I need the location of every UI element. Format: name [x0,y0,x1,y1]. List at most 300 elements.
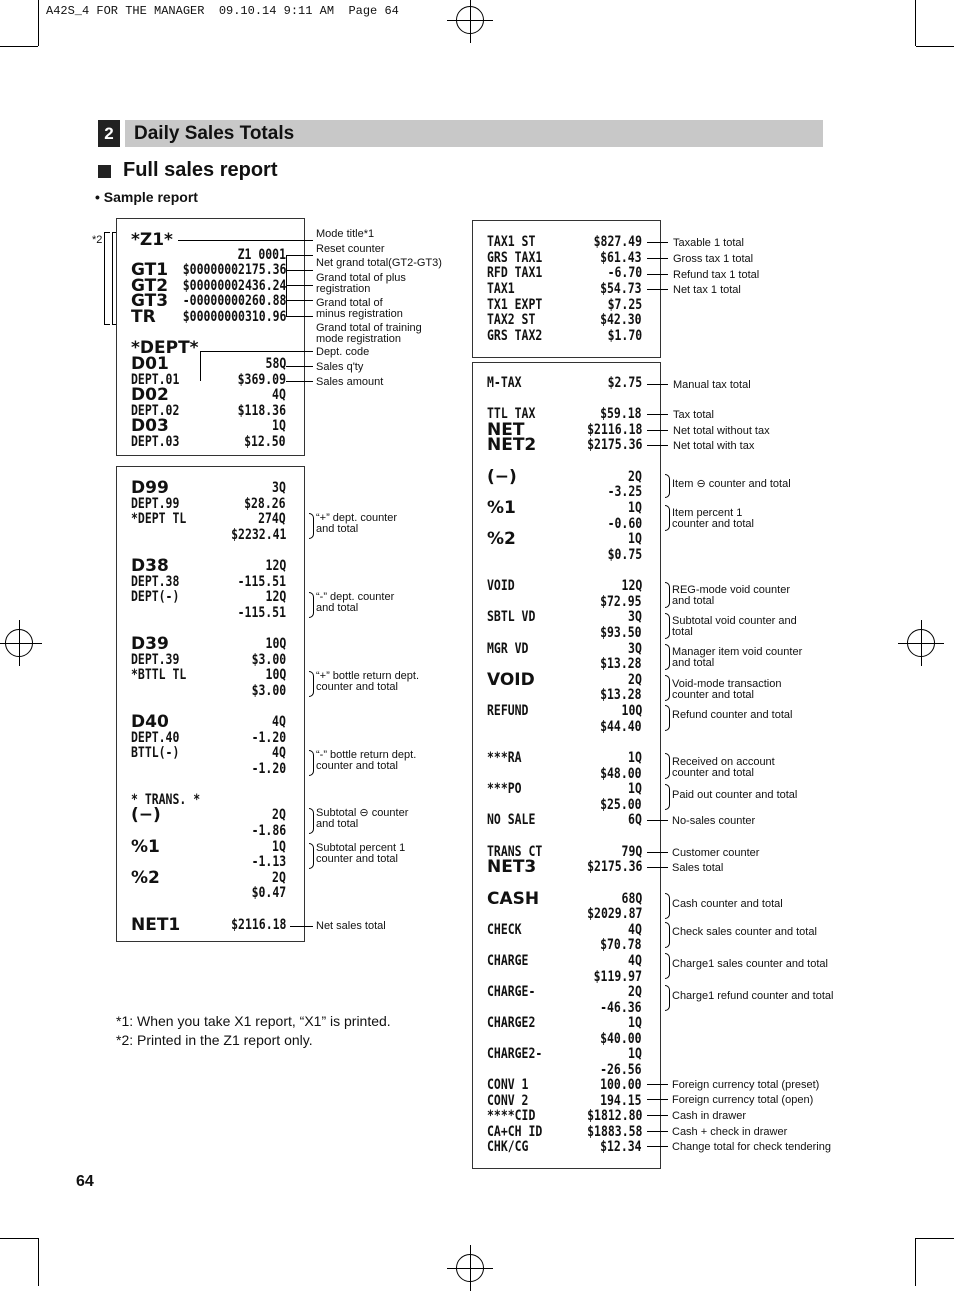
annotation-label [672,816,755,827]
annotation-line: Manager item void counter [672,646,803,658]
section-number: 2 [98,120,120,147]
receipt-label: %1 [131,837,160,857]
receipt-label: RFD TAX1 [487,265,543,281]
receipt-label: SBTL VD [487,609,536,625]
crop-mark [38,0,39,46]
receipt-label: GT2 [131,276,169,296]
receipt-value: 2Q [272,870,286,886]
annotation-label [673,380,751,391]
receipt-value: 10Q [621,703,642,719]
leader-line [647,445,668,446]
receipt-value: 58Q [265,356,286,372]
receipt-value: $12.50 [244,434,286,450]
receipt-value: -46.36 [600,1000,642,1016]
annotation-line: and total [672,657,715,669]
receipt-value: 1Q [628,500,642,516]
receipt-label: DEPT.02 [131,403,180,419]
footnote-1: *1: When you take X1 report, “X1” is printed. [116,1013,391,1029]
annotation-line: Net tax 1 total [673,284,741,296]
receipt-value: $2116.18 [230,917,286,933]
receipt-value: 274Q [258,511,286,527]
receipt-value: $00000000310.96 [182,309,286,325]
annotation-label [316,377,383,388]
annotation-line: Mode title*1 [316,228,375,240]
annotation-line: and total [316,523,359,535]
annotation-label [316,229,374,240]
receipt-value: $2.75 [607,375,642,391]
receipt-value: 1Q [628,1015,642,1031]
leader-line [178,240,313,241]
receipt-label: *Z1* [131,230,173,250]
receipt-label: CONV 2 [487,1093,529,1109]
annotation-line: Paid out counter and total [672,789,798,801]
receipt-value: $827.49 [593,234,642,250]
leader-line [286,270,313,271]
receipt-value: $2029.87 [586,906,642,922]
annotation-label [673,254,753,265]
receipt-value: 3Q [272,480,286,496]
annotation-line: Received on account [672,756,775,768]
receipt-value: $12.34 [600,1139,642,1155]
brace-icon [665,613,670,639]
receipt-label: GRS TAX1 [487,250,543,266]
brace-icon [665,705,670,731]
receipt-label: %2 [131,868,160,888]
receipt-value: Z1 0001 [237,247,286,263]
annotation-label [672,585,790,607]
annotation-line: Sales amount [316,376,384,388]
annotation-label [672,479,791,490]
annotation-line: Change total for check tendering [672,1141,831,1153]
annotation-label [672,710,792,721]
square-bullet-icon [98,165,111,178]
receipt-value: $3.00 [251,652,286,668]
receipt-value: -3.25 [607,484,642,500]
receipt-value: $25.00 [600,797,642,813]
annotation-label [316,671,419,693]
receipt-label: D99 [131,478,169,498]
receipt-value: $369.09 [237,372,286,388]
annotation-line: Charge1 refund counter and total [672,990,834,1002]
annotation-line: counter and total [316,853,398,865]
annotation-line: “+” dept. counter [316,512,398,524]
annotation-label [316,273,406,295]
annotation-label [316,244,384,255]
receipt-label: VOID [487,578,515,594]
receipt-value: 2Q [628,984,642,1000]
receipt-left-bottom [116,466,305,942]
annotation-line: “-” bottle return dept. [316,749,417,761]
annotation-label [672,1095,813,1106]
receipt-value: 12Q [265,558,286,574]
annotation-line: Net grand total(GT2-GT3) [316,257,442,269]
annotation-label [672,1127,787,1138]
annotation-line: counter and total [672,767,754,779]
receipt-label: *DEPT* [131,338,199,358]
subsection-title: Full sales report [123,159,278,181]
annotation-label [673,270,759,281]
annotation-line: REG-mode void counter [672,584,790,596]
annotation-line: counter and total [316,681,398,693]
crop-mark [915,1238,916,1286]
receipt-value: 4Q [628,953,642,969]
annotation-label [316,843,405,865]
receipt-label: CHECK [487,922,522,938]
receipt-label: CHK/CG [487,1139,529,1155]
receipt-value: 10Q [265,636,286,652]
receipt-label: GT3 [131,291,169,311]
crop-mark [916,1238,954,1239]
brace-icon [665,784,670,810]
receipt-value: 1Q [272,839,286,855]
annotation-line: No-sales counter [672,815,756,827]
receipt-label: *DEPT TL [131,511,187,527]
receipt-value: $00000002436.24 [182,278,286,294]
receipt-value: $61.43 [600,250,642,266]
receipt-label: D38 [131,556,169,576]
annotation-line: Void-mode transaction [672,678,782,690]
footnote-2: *2: Printed in the Z1 report only. [116,1032,313,1048]
receipt-value: $44.40 [600,719,642,735]
receipt-label: * TRANS. * [131,792,201,808]
annotation-label [672,679,781,701]
brace-icon [309,592,314,618]
receipt-value: $70.78 [600,937,642,953]
brace-icon [309,750,314,776]
brace-icon [665,474,670,498]
annotation-line: Taxable 1 total [673,237,744,249]
receipt-value: $28.26 [244,496,286,512]
receipt-label: TR [131,307,156,327]
section-title: Daily Sales Totals [134,123,295,144]
registration-mark-icon [5,629,33,657]
receipt-label: GRS TAX2 [487,328,543,344]
brace-icon [665,675,670,701]
annotation-label [673,410,714,421]
receipt-value: 1Q [628,1046,642,1062]
annotation-line: counter and total [672,518,754,530]
note-mark: *2 [92,234,103,246]
annotation-line: and total [672,595,715,607]
receipt-label: VOID [487,670,535,690]
annotation-label [672,508,754,530]
receipt-value: $1883.58 [586,1124,642,1140]
leader-line [647,820,668,821]
receipt-label: CHARGE2- [487,1046,543,1062]
receipt-value: -115.51 [237,574,286,590]
annotation-label [316,921,386,932]
receipt-label: D01 [131,354,169,374]
annotation-label [316,362,363,373]
receipt-label: CASH [487,889,540,909]
receipt-label: TTL TAX [487,406,536,422]
annotation-line: Refund counter and total [672,709,793,721]
annotation-label [672,647,802,669]
receipt-value: 12Q [265,589,286,605]
receipt-label: TAX2 ST [487,312,536,328]
crop-mark [0,46,38,47]
annotation-line: “+” bottle return dept. [316,670,420,682]
receipt-value: 1Q [628,781,642,797]
leader-line [286,255,287,316]
receipt-label: (−) [131,805,161,825]
receipt-value: 3Q [628,641,642,657]
annotation-label [672,616,797,638]
annotation-line: Net total without tax [673,425,770,437]
annotation-line: Grand total of training [316,322,422,334]
receipt-value: -26.56 [600,1062,642,1078]
annotation-line: Net total with tax [673,440,755,452]
receipt-label: CA+CH ID [487,1124,543,1140]
receipt-label: CHARGE2 [487,1015,536,1031]
receipt-value: $54.73 [600,281,642,297]
receipt-label: DEPT.99 [131,496,180,512]
leader-line [647,852,668,853]
annotation-line: Tax total [673,409,714,421]
receipt-right-top [472,220,661,358]
receipt-value: 6Q [628,812,642,828]
leader-line [286,366,313,367]
crop-mark [38,1238,39,1286]
annotation-line: Gross tax 1 total [673,253,754,265]
annotation-label [673,426,770,437]
annotation-line: Check sales counter and total [672,926,817,938]
annotation-line: Charge1 sales counter and total [672,958,828,970]
annotation-line: Item ⊖ counter and total [672,478,791,490]
leader-line [647,867,668,868]
annotation-label [673,441,754,452]
brace-icon [309,513,314,539]
receipt-value: 194.15 [600,1093,642,1109]
receipt-value: 1Q [628,750,642,766]
receipt-value: 4Q [628,922,642,938]
receipt-label: TRANS CT [487,844,543,860]
receipt-value: 68Q [621,891,642,907]
annotation-line: Foreign currency total (preset) [672,1079,820,1091]
receipt-label: (−) [487,467,517,487]
receipt-label: %2 [487,529,516,549]
receipt-value: $72.95 [600,594,642,610]
receipt-label: M-TAX [487,375,522,391]
receipt-value: $118.36 [237,403,286,419]
page-number: 64 [76,1173,94,1190]
receipt-label: %1 [487,498,516,518]
annotation-line: counter and total [672,689,754,701]
receipt-value: $119.97 [593,969,642,985]
brace-icon [665,753,670,779]
annotation-label [672,848,759,859]
leader-line [200,351,201,381]
receipt-label: DEPT.38 [131,574,180,590]
receipt-value: $59.18 [600,406,642,422]
annotation-line: registration [316,283,371,295]
brace-icon [665,922,670,948]
leader-line [647,430,668,431]
receipt-value: $2175.36 [586,437,642,453]
annotation-line: Customer counter [672,847,760,859]
annotation-line: Subtotal void counter and [672,615,797,627]
receipt-value: $00000002175.36 [182,262,286,278]
annotation-line: minus registration [316,308,403,320]
receipt-value: 79Q [621,844,642,860]
leader-line [647,1084,668,1085]
annotation-label [672,959,828,970]
annotation-line: Foreign currency total (open) [672,1094,814,1106]
receipt-label: D39 [131,634,169,654]
receipt-value: 4Q [272,714,286,730]
annotation-label [673,285,741,296]
receipt-value: $13.28 [600,687,642,703]
receipt-label: D02 [131,385,169,405]
receipt-value: -115.51 [237,605,286,621]
annotation-label [316,592,394,614]
leader-line [647,258,668,259]
leader-line [290,926,313,927]
brace-icon [665,582,670,608]
receipt-value: $2116.18 [586,422,642,438]
receipt-label: NO SALE [487,812,536,828]
annotation-line: Sales q'ty [316,361,364,373]
brace-icon [665,505,670,531]
annotation-line: counter and total [316,760,398,772]
brace-icon [665,985,670,1011]
receipt-value: -1.13 [251,854,286,870]
receipt-value: 2Q [272,807,286,823]
annotation-label [316,750,416,772]
receipt-value: $42.30 [600,312,642,328]
annotation-line: Cash in drawer [672,1110,746,1122]
brace-icon [309,843,314,869]
annotation-label [673,238,744,249]
receipt-label: TX1 EXPT [487,297,543,313]
receipt-label: CHARGE [487,953,529,969]
receipt-label: DEPT(-) [131,589,180,605]
receipt-label: MGR VD [487,641,529,657]
leader-line [286,255,313,256]
receipt-label: DEPT.01 [131,372,180,388]
receipt-value: $0.47 [251,885,286,901]
receipt-value: $1812.80 [586,1108,642,1124]
receipt-label: TAX1 ST [487,234,536,250]
annotation-line: and total [316,818,359,830]
brace-icon [665,644,670,670]
receipt-value: $93.50 [600,625,642,641]
receipt-label: NET3 [487,857,537,877]
leader-line [647,1131,668,1132]
leader-line [647,242,668,243]
receipt-label: DEPT.39 [131,652,180,668]
annotation-label [672,1142,831,1153]
registration-mark-icon [456,6,484,34]
annotation-line: Subtotal ⊖ counter [316,807,409,819]
annotation-label [672,757,775,779]
receipt-value: $40.00 [600,1031,642,1047]
receipt-value: 2Q [628,672,642,688]
annotation-line: Manual tax total [673,379,751,391]
receipt-label: CONV 1 [487,1077,529,1093]
annotation-label [672,1111,746,1122]
receipt-value: -1.86 [251,823,286,839]
receipt-value: 10Q [265,667,286,683]
receipt-value: $3.00 [251,683,286,699]
annotation-label [316,323,422,345]
receipt-label: TAX1 [487,281,515,297]
receipt-label: D03 [131,416,169,436]
receipt-value: -6.70 [607,265,642,281]
annotation-label [316,347,369,358]
annotation-label [672,863,723,874]
leader-line [647,1099,668,1100]
receipt-label: CHARGE- [487,984,536,1000]
print-header: A42S_4 FOR THE MANAGER 09.10.14 9:11 AM Page 64 [46,4,399,18]
annotation-label [672,927,817,938]
leader-line [200,351,313,352]
crop-mark [915,0,916,46]
annotation-line: and total [316,602,359,614]
annotation-label [672,1080,819,1091]
leader-line [647,274,668,275]
annotation-line: mode registration [316,333,401,345]
annotation-line: Grand total of plus [316,272,406,284]
receipt-value: $2232.41 [230,527,286,543]
receipt-label: ****CID [487,1108,536,1124]
receipt-label: NET1 [131,915,181,935]
receipt-right-bottom [472,362,661,1169]
annotation-label [672,790,797,801]
brace-icon [309,671,314,697]
annotation-label [316,513,397,535]
leader-line [286,316,313,317]
leader-line [647,384,668,385]
receipt-value: 2Q [628,469,642,485]
receipt-label: *BTTL TL [131,667,187,683]
receipt-value: 1Q [628,531,642,547]
annotation-line: Subtotal percent 1 [316,842,406,854]
annotation-line: Grand total of [316,297,383,309]
annotation-label [316,808,408,830]
annotation-line: Dept. code [316,346,370,358]
leader-line [647,289,668,290]
brace-icon [309,808,314,834]
annotation-label [672,991,833,1002]
annotation-line: “-” dept. counter [316,591,395,603]
receipt-value: -1.20 [251,730,286,746]
receipt-left-top [116,218,305,456]
annotation-line: Item percent 1 [672,507,743,519]
receipt-value: 100.00 [600,1077,642,1093]
receipt-value: -00000000260.88 [182,293,286,309]
receipt-value: $48.00 [600,766,642,782]
receipt-label: DEPT.03 [131,434,180,450]
annotation-label [672,899,783,910]
receipt-value: $1.70 [607,328,642,344]
brace-icon [665,953,670,979]
receipt-value: 12Q [621,578,642,594]
annotation-label [316,258,442,269]
leader-line [286,285,313,286]
leader-line [286,381,313,382]
receipt-label: GT1 [131,260,169,280]
receipt-label: DEPT.40 [131,730,180,746]
receipt-value: 4Q [272,745,286,761]
receipt-label: ***PO [487,781,522,797]
receipt-label: NET2 [487,435,537,455]
leader-line [647,414,668,415]
annotation-line: Sales total [672,862,724,874]
receipt-value: $0.75 [607,547,642,563]
annotation-line: Net sales total [316,920,386,932]
annotation-line: total [672,626,693,638]
